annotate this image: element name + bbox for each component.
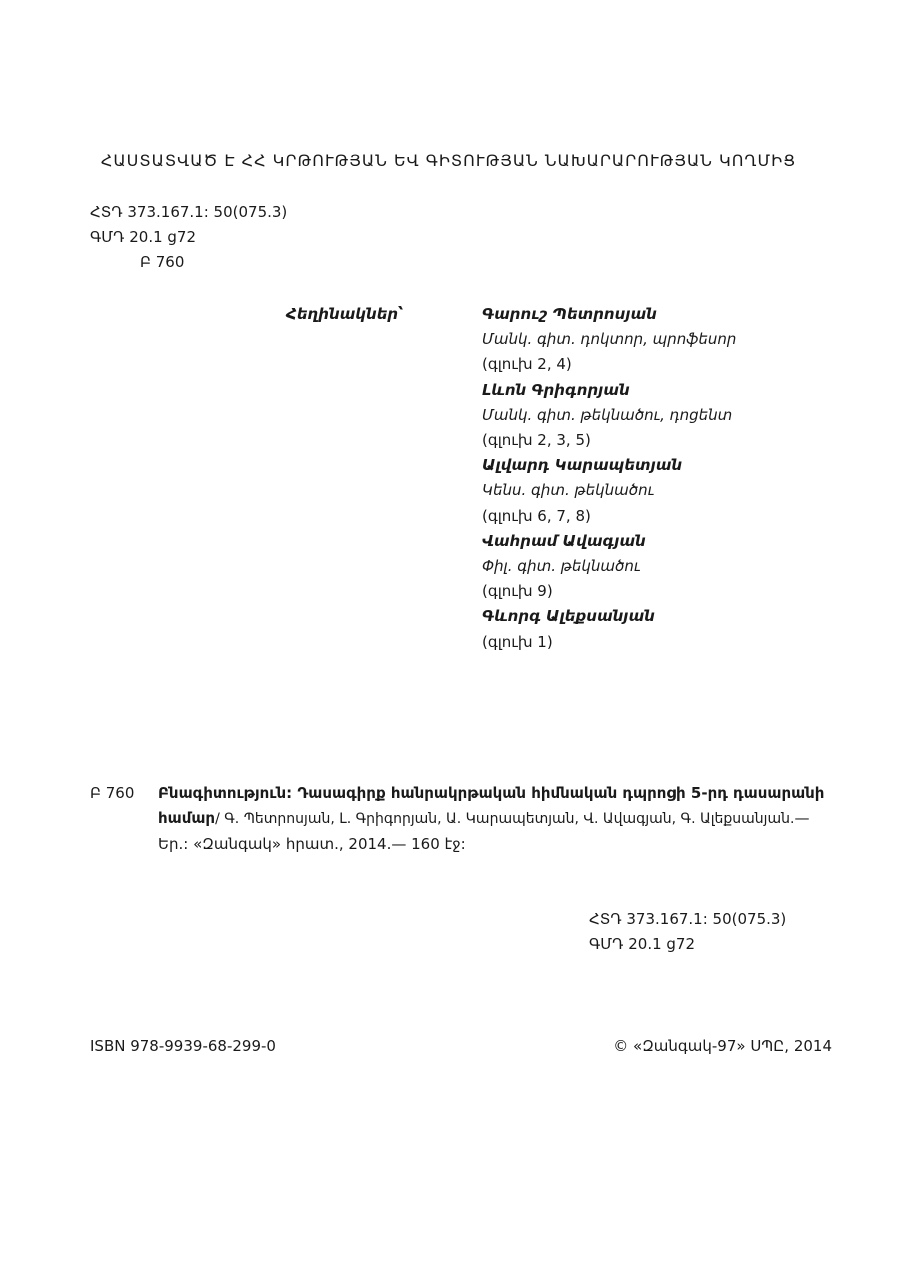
lbc-code: ԳՄԴ 20.1 ց72 <box>90 228 196 246</box>
author-chapters: (գլուխ 2, 4) <box>482 355 572 374</box>
udc-code: ՀՏԴ 373.167.1: 50(075.3) <box>589 910 787 928</box>
authors-label: Հեղինակներ՝ <box>286 305 404 323</box>
classification-codes-top <box>90 200 287 275</box>
author-name: Ալվարդ Կարապետյան <box>482 456 683 475</box>
authors-list <box>482 302 736 655</box>
author-name: Գևորգ Ալեքսանյան <box>482 607 655 626</box>
author-chapters: (գլուխ 1) <box>482 632 553 651</box>
bib-catalog-code: Բ 760 <box>90 784 135 802</box>
author-title: Կենս. գիտ. թեկնածու <box>482 481 655 500</box>
author-name: Վահրամ Ավագյան <box>482 531 646 550</box>
footer <box>90 1035 832 1057</box>
bib-description <box>158 781 832 857</box>
lbc-code: ԳՄԴ 20.1 ց72 <box>589 935 695 953</box>
author-title: Մանկ. գիտ. դոկտոր, պրոֆեսոր <box>482 330 737 349</box>
author-title: Մանկ. գիտ. թեկնածու, դոցենտ <box>482 405 733 424</box>
bibliographic-record <box>90 781 832 857</box>
author-chapters: (գլուխ 2, 3, 5) <box>482 431 591 450</box>
catalog-code: Բ 760 <box>140 253 185 271</box>
udc-code: ՀՏԴ 373.167.1: 50(075.3) <box>90 203 288 221</box>
bib-publication: — Եր.: «Զանգակ» հրատ., 2014.— 160 էջ: <box>158 809 810 853</box>
author-name: Լևոն Գրիգորյան <box>482 380 630 399</box>
approval-statement: ՀԱՍՏԱՏՎԱԾ Է ՀՀ ԿՐԹՈՒԹՅԱՆ ԵՎ ԳԻՏՈՒԹՅԱՆ ՆԱԽԱՐԱՐՈՒԹՅԱՆ ԿՈՂՄԻՑ <box>100 151 797 170</box>
isbn: ISBN 978-9939-68-299-0 <box>90 1037 276 1055</box>
classification-codes-bottom <box>589 907 786 957</box>
author-title: Փիլ. գիտ. թեկնածու <box>482 557 641 576</box>
bib-authors: / Գ. Պետրոսյան, Լ. Գրիգորյան, Ա. Կարապետյան, Վ. Ավագյան, Գ. Ալեքսանյան. <box>215 811 795 827</box>
author-name: Գարուշ Պետրոսյան <box>482 305 657 323</box>
copyright: © «Զանգակ-97» ՍՊԸ, 2014 <box>613 1037 832 1055</box>
author-chapters: (գլուխ 9) <box>482 582 553 601</box>
author-chapters: (գլուխ 6, 7, 8) <box>482 506 591 525</box>
bib-title: Բնագիտություն: Դասագիրք հանրակրթական հիմնական դպրոցի 5-րդ դասարանի համար <box>158 784 825 827</box>
